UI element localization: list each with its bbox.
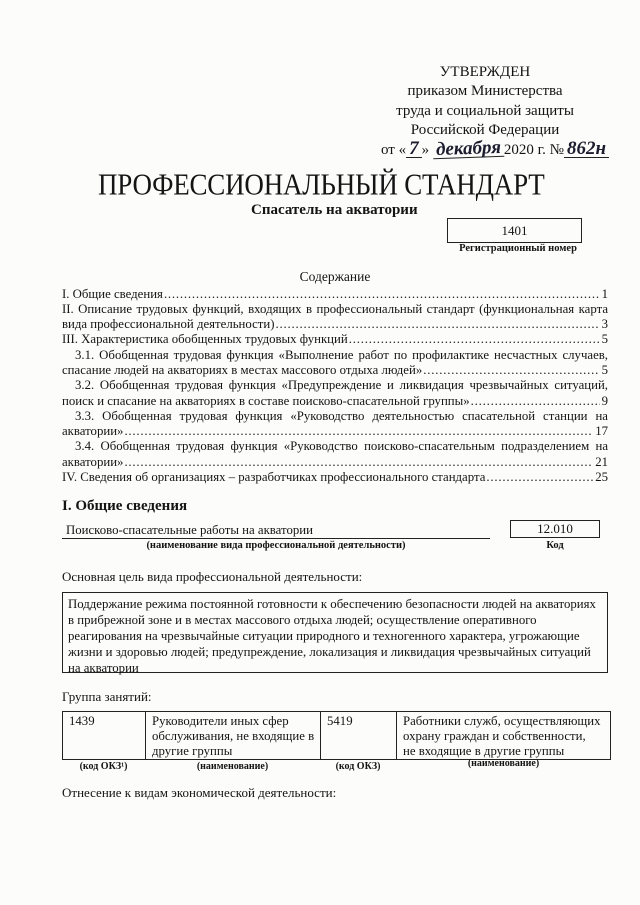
- activity-name: Поисково-спасательные работы на акватории: [62, 523, 490, 539]
- activity-code-box: 12.010: [510, 520, 600, 538]
- occupation-name-line: Руководители иных сфер: [152, 714, 289, 728]
- occupation-code: 1439: [69, 714, 95, 728]
- handwritten-month: декабря: [433, 139, 505, 159]
- handwritten-order-number: 862н: [564, 140, 609, 158]
- toc-dot-leader: [124, 424, 593, 439]
- registration-number-box: 1401: [447, 218, 582, 243]
- occupation-name-cell: [397, 712, 610, 759]
- economic-activity-heading: Отнесение к видам экономической деятельности:: [62, 785, 337, 800]
- toc-entry-text: 3.3. Обобщенная трудовая функция «Руководство деятельностью спасательной станции на: [75, 408, 608, 423]
- caption-okz-code: (код ОКЗ): [335, 761, 381, 772]
- goal-text-line: Поддержание режима постоянной готовности к обеспечению безопасности людей на акваториях: [68, 597, 596, 611]
- occupation-group-table: [62, 711, 611, 760]
- handwritten-day: 7: [406, 140, 422, 158]
- approval-block: [370, 63, 600, 140]
- document-title: ПРОФЕССИОНАЛЬНЫЙ СТАНДАРТ: [98, 166, 545, 201]
- occupation-code: 5419: [327, 714, 353, 728]
- approval-date-line: [381, 136, 609, 161]
- contents-heading: Содержание: [299, 269, 371, 284]
- table-of-contents: [62, 287, 608, 486]
- occupation-code-cell: [63, 712, 146, 759]
- toc-entry-text: IV. Сведения об организациях – разработчиках профессионального стандарта: [62, 470, 486, 485]
- toc-entry: [62, 394, 608, 409]
- toc-page-number: 5: [601, 362, 608, 377]
- goal-text-line: жизни и здоровью людей; предупреждение, локализация и ликвидация чрезвычайных ситуаций: [68, 645, 591, 659]
- occupation-name-line: другие группы: [152, 744, 233, 758]
- registration-number-label: Регистрационный номер: [459, 243, 577, 254]
- date-year-number-prefix: 2020 г. №: [503, 142, 564, 158]
- occupation-name-line: Работники служб, осуществляющих: [403, 714, 601, 728]
- activity-name-caption: (наименование вида профессиональной деятельности): [146, 540, 406, 551]
- toc-entry: [62, 363, 608, 378]
- caption-name: (наименование): [467, 758, 540, 769]
- toc-page-number: 9: [601, 393, 608, 408]
- approval-line-2: труда и социальной защиты: [396, 102, 574, 119]
- toc-entry-text: акватории»: [62, 454, 124, 469]
- toc-entry-text: поиск и спасание на акваториях в составе поисково-спасательной группы»: [62, 393, 470, 408]
- occupation-group-heading: Группа занятий:: [62, 689, 152, 704]
- goal-box: [62, 592, 608, 673]
- toc-entry: [62, 287, 608, 302]
- activity-code-caption: Код: [546, 540, 564, 551]
- toc-page-number: 1: [601, 286, 608, 301]
- toc-entry: [62, 332, 608, 347]
- section-heading: I. Общие сведения: [62, 498, 188, 514]
- toc-dot-leader: [124, 455, 593, 470]
- toc-entry-text: 3.1. Обобщенная трудовая функция «Выполнение работ по профилактике несчастных случаев,: [75, 347, 608, 362]
- toc-entry: [62, 470, 608, 485]
- toc-entry: [62, 317, 608, 332]
- toc-dot-leader: [486, 470, 593, 485]
- toc-entry: [62, 455, 608, 470]
- toc-entry-text: акватории»: [62, 424, 124, 439]
- caption-okz-code: (код ОКЗ¹): [79, 761, 128, 772]
- toc-page-number: 17: [595, 424, 608, 439]
- toc-page-number: 5: [601, 332, 608, 347]
- toc-entry-text: вида профессиональной деятельности): [62, 317, 275, 332]
- toc-dot-leader: [164, 287, 600, 302]
- toc-entry-text: 3.2. Обобщенная трудовая функция «Предупреждение и ликвидация чрезвычайных ситуаций,: [75, 378, 608, 393]
- toc-entry: [62, 424, 608, 439]
- toc-dot-leader: [471, 394, 600, 409]
- caption-name: (наименование): [196, 761, 269, 772]
- toc-dot-leader: [349, 332, 600, 347]
- toc-entry-text: III. Характеристика обобщенных трудовых функций: [62, 332, 348, 347]
- occupation-name-cell: [146, 712, 321, 759]
- occupation-name-line: охрану граждан и собственности,: [403, 729, 586, 743]
- toc-dot-leader: [276, 317, 600, 332]
- approval-line-3: Российской Федерации: [410, 121, 560, 138]
- occupation-table-captions: [62, 758, 611, 773]
- goal-text-line: на акватории: [68, 661, 139, 675]
- occupation-name-line: не входящие в другие группы: [403, 744, 565, 758]
- date-day-suffix: »: [421, 142, 430, 158]
- toc-page-number: 21: [595, 454, 608, 469]
- toc-entry-text: II. Описание трудовых функций, входящих в профессиональный стандарт (функциональная карта: [62, 301, 608, 316]
- date-prefix: от «: [381, 142, 407, 158]
- toc-entry-text: 3.4. Обобщенная трудовая функция «Руководство поисково-спасательным подразделением на: [75, 439, 608, 454]
- goal-text-line: реагирования на чрезвычайные ситуации природного и техногенного характера, угрожающие: [68, 629, 580, 643]
- document-subtitle: Спасатель на акватории: [251, 202, 418, 218]
- occupation-code-cell: [321, 712, 397, 759]
- approval-line-1: приказом Министерства: [407, 83, 563, 100]
- toc-entry-text: спасание людей на акваториях в местах массового отдыха людей»: [62, 362, 423, 377]
- goal-text-line: в прибрежной зоне и в местах массового отдыха людей; осуществление оперативного: [68, 613, 537, 627]
- toc-page-number: 3: [601, 317, 608, 332]
- goal-heading: Основная цель вида профессиональной деятельности:: [62, 569, 363, 584]
- toc-entry-text: I. Общие сведения: [62, 286, 163, 301]
- toc-page-number: 25: [595, 470, 608, 485]
- toc-dot-leader: [423, 363, 599, 378]
- occupation-name-line: обслуживания, не входящие в: [152, 729, 315, 743]
- approval-status: УТВЕРЖДЕН: [439, 64, 531, 80]
